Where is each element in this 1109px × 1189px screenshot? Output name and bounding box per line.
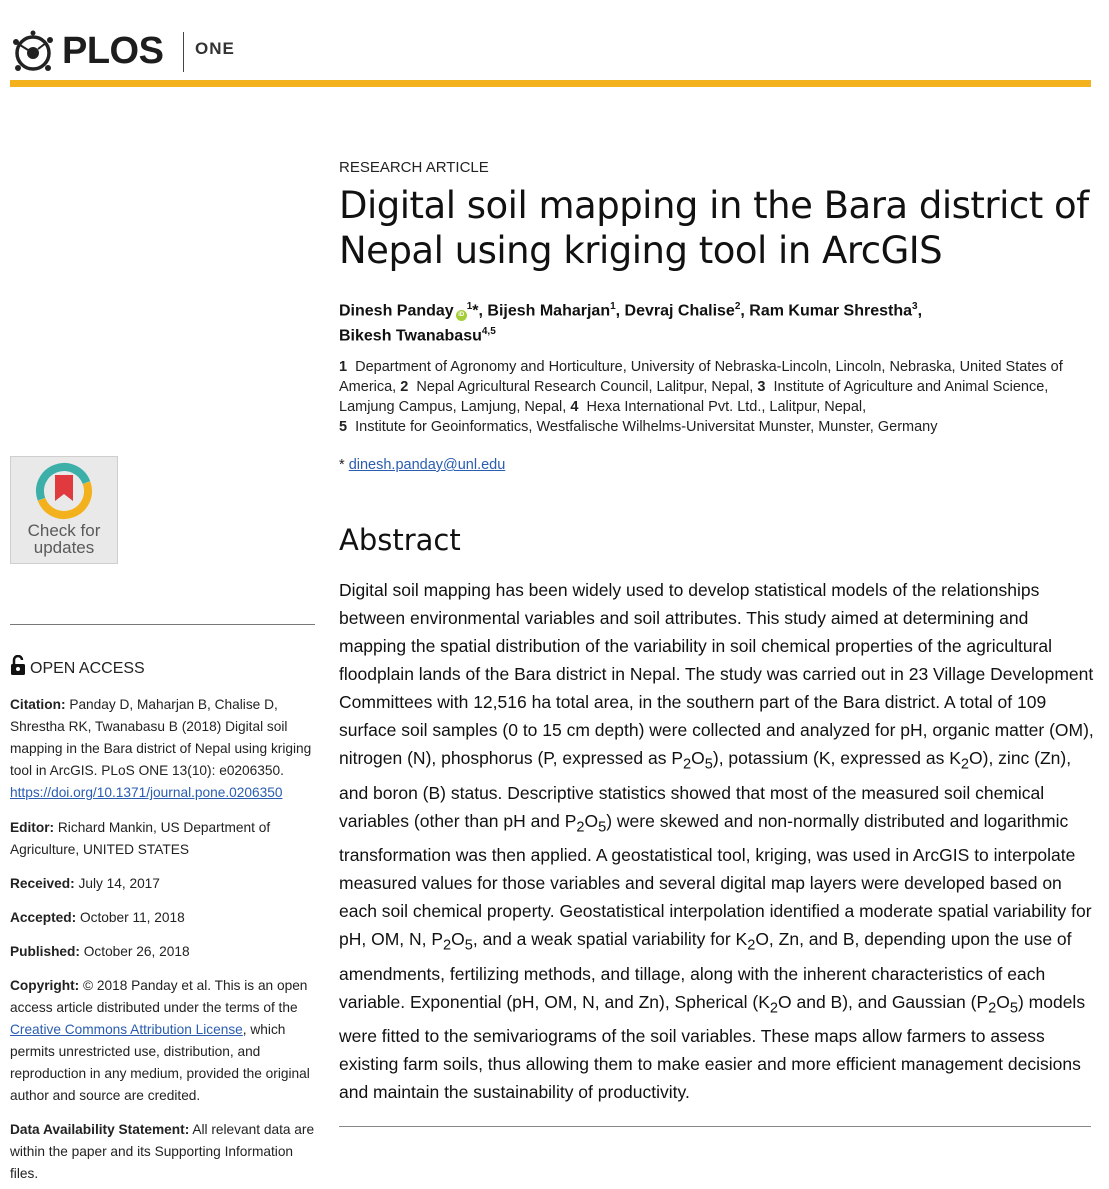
citation-block <box>10 694 315 804</box>
check-updates-label <box>11 522 117 556</box>
subscript: 5 <box>464 937 473 954</box>
check-updates-line: Check for <box>27 521 101 540</box>
open-access-label <box>10 655 145 678</box>
accepted-date: October 11, 2018 <box>79 910 185 925</box>
article-title: Digital soil mapping in the Bara district of Nepal using kriging tool in ArcGIS <box>339 184 1089 272</box>
citation-text: Panday D, Maharjan B, Chalise D, Shrestha RK, Twanabasu B (2018) Digital soil mapping in the Bara district of Nepal using kriging tool in ArcGIS. PLoS ONE 13(10): e0206350. <box>10 697 312 778</box>
copyright-text: , which permits unrestricted use, distribution, and reproduction in any medium, provided the original author and source are credited. <box>10 1022 310 1103</box>
corresponding-marker: * <box>472 302 479 320</box>
brand-divider <box>183 32 184 72</box>
author-list: Dinesh Panday $iD^1*$, Bijesh Maharjan$^1$, Devraj Chalise$^2$, Ram Kumar Shrestha$^3$, Bikesh Twanabasu$^{4,5}$ <box>339 301 923 345</box>
abstract-text: O, Zn, and B, depending upon the use of amendments, fertilizing methods, and tillage, along with the inherent characteristics of each variable. Exponential (pH, OM, N, and Zn), Spherical (K <box>339 929 1072 1012</box>
open-lock-icon <box>10 655 26 675</box>
subscript: 5 <box>598 819 607 835</box>
author-affil-sup: 1 <box>610 301 616 312</box>
subscript: 2 <box>769 1000 778 1016</box>
subscript: 2 <box>576 819 585 835</box>
plos-logo-icon <box>10 28 60 78</box>
abstract-text: O and B), and Gaussian (P <box>778 991 989 1012</box>
author-name[interactable]: Dinesh Panday <box>339 302 454 320</box>
abstract-text: O <box>451 929 465 949</box>
author-affil-sup: 2 <box>734 301 741 312</box>
affil-text: Institute of Agriculture and Animal Science, Lamjung Campus, Lamjung, Nepal, <box>339 379 1049 415</box>
affil-text: Department of Agronomy and Horticulture, University of Nebraska-Lincoln, Lincoln, Nebraska, United States of America, <box>339 359 1063 395</box>
copyright-block <box>10 975 315 1107</box>
corresponding-marker: * <box>339 457 345 473</box>
affiliations <box>339 357 1091 437</box>
affil-number: 1 <box>339 359 348 375</box>
affil-number: 5 <box>339 419 348 435</box>
copyright-text: © 2018 Panday et al. This is an open access article distributed under the terms of the <box>10 978 308 1015</box>
copyright-label: Copyright: <box>10 978 80 993</box>
correspondence <box>339 457 505 473</box>
received-label: Received: <box>10 876 75 891</box>
check-updates-line: updates <box>33 538 95 557</box>
subscript: 2 <box>988 1000 997 1016</box>
author-affil-sup: 4,5 <box>481 326 496 338</box>
open-access-text: OPEN ACCESS <box>30 660 145 677</box>
affil-text: Institute for Geoinformatics, Westfalische Wilhelms-Universitat Munster, Munster, Germany <box>355 419 938 435</box>
abstract-text: , and a weak spatial variability for K <box>472 929 748 949</box>
affil-number: 4 <box>570 399 579 415</box>
email-link[interactable]: dinesh.panday@unl.edu <box>348 457 506 473</box>
abstract-heading: Abstract <box>339 523 461 557</box>
abstract-divider <box>339 1126 1091 1127</box>
brand-journal: ONE <box>195 39 235 58</box>
affil-text: Hexa International Pvt. Ltd., Lalitpur, Nepal, <box>586 399 867 415</box>
orcid-icon[interactable]: iD <box>456 310 467 321</box>
article-type: RESEARCH ARTICLE <box>339 159 489 176</box>
published-date: October 26, 2018 <box>83 944 190 959</box>
data-availability-text: All relevant data are within the paper and its Supporting Information files. <box>10 1122 315 1181</box>
citation-label: Citation: <box>10 697 66 712</box>
abstract-text: ) were skewed and non-normally distributed and logarithmic transformation was then applied. A geostatistical tool, kriging, was used in ArcGIS to interpolate measured values for those variables and several digital map layers were developed based on each soil chemical property. Geostatistical interpolation identified a moderate spatial variability for pH, OM, N, P <box>339 810 1092 949</box>
abstract-text: O <box>691 748 705 768</box>
accepted-block <box>10 907 315 929</box>
author-name[interactable]: Bikesh Twanabasu <box>339 327 482 345</box>
accepted-label: Accepted: <box>10 910 77 925</box>
editor-block <box>10 817 315 861</box>
data-availability-block <box>10 1119 315 1185</box>
abstract-text: O <box>584 810 599 831</box>
journal-header <box>10 20 1091 80</box>
author-name[interactable]: Ram Kumar Shrestha <box>749 302 912 320</box>
data-availability-label: Data Availability Statement: <box>10 1122 190 1137</box>
author-affil-sup: 1 <box>466 301 473 312</box>
author-name[interactable]: Bijesh Maharjan <box>487 302 611 320</box>
editor-label: Editor: <box>10 820 55 835</box>
received-block <box>10 873 315 895</box>
received-date: July 14, 2017 <box>78 876 160 891</box>
brand-name: PLOS <box>62 30 164 72</box>
abstract-text: Digital soil mapping has been widely used to develop statistical models of the relationships between environmental variables and soil attributes. This study aimed at determining and mapping the spatial distribution of the variability in soil chemical properties of the agricultural floodplain lands of the Bara district in Nepal. The study was carried out in 23 Village Development Committees with 12,516 ha total area, in the southern part of the Bara district. A total of 109 surface soil samples (0 to 15 cm depth) were collected and analyzed for pH, organic matter (OM), nitrogen (N), phosphorus (P, expressed as P <box>339 580 1094 768</box>
affil-number: 3 <box>757 379 766 395</box>
subscript: 5 <box>704 756 713 773</box>
abstract-body <box>339 576 1095 1106</box>
affil-number: 2 <box>400 379 409 395</box>
check-updates-icon <box>34 461 94 521</box>
check-for-updates-badge[interactable] <box>10 456 118 564</box>
affil-text: Nepal Agricultural Research Council, Lalitpur, Nepal, <box>416 379 754 395</box>
sidebar-divider <box>10 624 315 625</box>
author-name[interactable]: Devraj Chalise <box>624 302 735 320</box>
subscript: 2 <box>747 937 756 954</box>
subscript: 5 <box>1009 1000 1018 1016</box>
subscript: 2 <box>960 756 970 773</box>
abstract-text: O), zinc (Zn), and boron (B) status. Descriptive statistics showed that most of the measured soil chemical variables (other than pH and P <box>339 748 1072 831</box>
abstract-text: ), potassium (K, expressed as K <box>712 748 961 768</box>
doi-link[interactable]: https://doi.org/10.1371/journal.pone.0206350 <box>10 785 283 800</box>
subscript: 2 <box>443 937 452 954</box>
license-link[interactable]: Creative Commons Attribution License <box>10 1022 243 1037</box>
abstract-text: ) models were fitted to the semivariograms of the soil variables. These maps allow farmers to assess existing farm soils, thus allowing them to make easier and more efficient management decisions and maintain the sustainability of productivity. <box>339 991 1086 1102</box>
abstract-text: O <box>996 991 1010 1012</box>
editor-text: Richard Mankin, US Department of Agriculture, UNITED STATES <box>10 820 271 857</box>
published-label: Published: <box>10 944 80 959</box>
header-accent-bar <box>10 80 1091 87</box>
subscript: 2 <box>683 756 692 773</box>
published-block <box>10 941 315 963</box>
author-affil-sup: 3 <box>912 301 918 312</box>
